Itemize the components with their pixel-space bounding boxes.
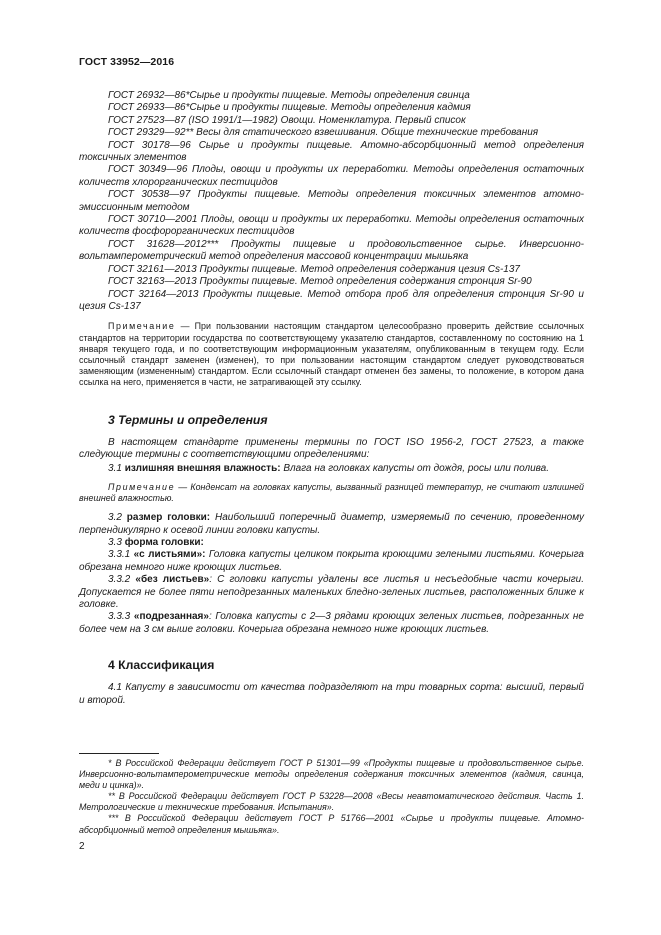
- reference-item: ГОСТ 32161—2013 Продукты пищевые. Метод определения содержания цезия Cs-137: [108, 263, 520, 275]
- references-note: [79, 321, 584, 388]
- term-3-3: [79, 537, 584, 549]
- footnote-item: * В Российской Федерации действует ГОСТ Р 51301—99 «Продукты пищевые и продовольственное сырье. Инверсионно-вольтамперометрические методы определения содержания токсичных элементов (кадмия, свинца, меди и цинка)».: [79, 758, 584, 791]
- reference-item: ГОСТ 32163—2013 Продукты пищевые. Метод определения содержания стронция Sr-90: [108, 276, 532, 288]
- note-text: — Конденсат на головках капусты, вызванный разницей температур, не считают излишней внешней влажностью.: [79, 481, 584, 503]
- reference-item: ГОСТ 29329—92** Весы для статического взвешивания. Общие технические требования: [108, 127, 539, 139]
- term-3-1-note: [79, 482, 584, 504]
- footnote-item: ** В Российской Федерации действует ГОСТ Р 53228—2008 «Весы неавтоматического действия. Часть 1. Метрологические и технические требования. Испытания».: [79, 791, 584, 813]
- term-3-3-3: [79, 611, 584, 636]
- reference-item: ГОСТ 32164—2013 Продукты пищевые. Метод отбора проб для определения стронция Sr-90 и цезия Cs-137: [79, 288, 584, 312]
- reference-item: ГОСТ 26932—86*Сырье и продукты пищевые. Методы определения свинца: [108, 90, 470, 101]
- term-definition: Влага на головках капусты от дождя, росы или полива.: [280, 463, 550, 475]
- term-name: «подрезанная»: [133, 611, 209, 623]
- term-name: «без листьев»: [135, 574, 210, 586]
- reference-item: ГОСТ 30710—2001 Плоды, овощи и продукты их переработки. Методы определения остаточных количеств фосфорорганических пестицидов: [79, 214, 584, 238]
- term-definition: : Головка капусты с 2—3 рядами кроющих зеленых листьев, подрезанных не более чем на 3 см выше головки. Кочерыга обрезана немного ниже кроющих листьев.: [79, 611, 584, 635]
- term-number: 3.1: [108, 463, 125, 475]
- term-number: 3.2: [108, 512, 127, 524]
- term-definition: Наибольший поперечный диаметр, измеряемый по сечению, проведенному перпендикулярно к осевой линии головки капусты.: [79, 512, 584, 536]
- footnote-divider: [79, 753, 159, 754]
- term-name: «с листьями»:: [133, 549, 206, 561]
- reference-item: ГОСТ 30538—97 Продукты пищевые. Методы определения токсичных элементов атомно-эмиссионным методом: [79, 189, 584, 213]
- term-name: излишняя внешняя влажность:: [124, 463, 281, 475]
- term-3-3-1: [79, 549, 584, 574]
- paragraph-text: Капусту в зависимости от качества подразделяют на три товарных сорта: высший, первый и второй.: [79, 682, 584, 706]
- term-number: 3.3: [108, 536, 125, 548]
- paragraph-4-1: [79, 682, 584, 707]
- page-content: [79, 90, 584, 707]
- term-3-3-2: [79, 574, 584, 611]
- term-name: форма головки:: [124, 536, 204, 548]
- reference-item: ГОСТ 31628—2012*** Продукты пищевые и продовольственное сырье. Инверсионно-вольтамперометрический метод определения массовой концентрации мышьяка: [79, 238, 584, 263]
- term-name: размер головки:: [126, 512, 211, 524]
- term-definition: Головка капусты целиком покрыта кроющими зелеными листьями. Кочерыга обрезана немного ниже кроющих листьев.: [79, 549, 584, 573]
- section-3-body: [79, 437, 584, 637]
- page-number: 2: [79, 841, 85, 852]
- document-code-header: ГОСТ 33952—2016: [79, 56, 175, 68]
- reference-item: ГОСТ 26933—86*Сырье и продукты пищевые. Методы определения кадмия: [108, 102, 471, 114]
- section-4-heading: 4 Классификация: [108, 658, 215, 673]
- footnotes: [79, 758, 584, 836]
- note-label: Примечание: [108, 481, 176, 492]
- note-label: Примечание: [108, 321, 176, 332]
- term-number: 3.3.2: [108, 574, 136, 586]
- section-3-heading: 3 Термины и определения: [108, 412, 268, 427]
- paragraph-number: 4.1: [108, 682, 126, 694]
- term-3-1: [79, 463, 584, 475]
- reference-item: ГОСТ 30349—96 Плоды, овощи и продукты их переработки. Методы определения остаточных количеств хлорорганических пестицидов: [79, 164, 584, 188]
- reference-item: ГОСТ 30178—96 Сырье и продукты пищевые. Атомно-абсорбционный метод определения токсичных элементов: [79, 139, 584, 164]
- references-list: [79, 90, 584, 313]
- term-3-2: [79, 512, 584, 537]
- section-3-intro: В настоящем стандарте применены термины по ГОСТ ISO 1956-2, ГОСТ 27523, а также следующие термины с соответствующими определениями:: [79, 436, 584, 460]
- term-number: 3.3.1: [108, 549, 134, 561]
- reference-item: ГОСТ 27523—87 (ISO 1991/1—1982) Овощи. Номенклатура. Первый список: [108, 114, 466, 126]
- term-definition: : С головки капусты удалены все листья и несъедобные части кочерыги. Допускается не более пяти неподрезанных маленьких бледно-зеленых листьев, расположенных ближе к головке.: [79, 574, 584, 610]
- note-text: — При пользовании настоящим стандартом целесообразно проверить действие ссылочных стандартов на территории государства по соответствующему указателю стандартов, составленному по состоянию на 1 января текущего года, и по соответствующим информационным указателям, опубликованным в текущем году. Если ссылочный стандарт заменен (изменен), то при пользовании настоящим стандартом следует руководствоваться заменяющим (измененным) стандартом. Если ссылочный стандарт отменен без замены, то положение, в котором дана ссылка на него, применяется в части, не затрагивающей эту ссылку.: [79, 321, 584, 388]
- footnote-item: *** В Российской Федерации действует ГОСТ Р 51766—2001 «Сырье и продукты пищевые. Атомно-абсорбционный метод определения мышьяка».: [79, 813, 584, 835]
- term-number: 3.3.3: [108, 611, 134, 623]
